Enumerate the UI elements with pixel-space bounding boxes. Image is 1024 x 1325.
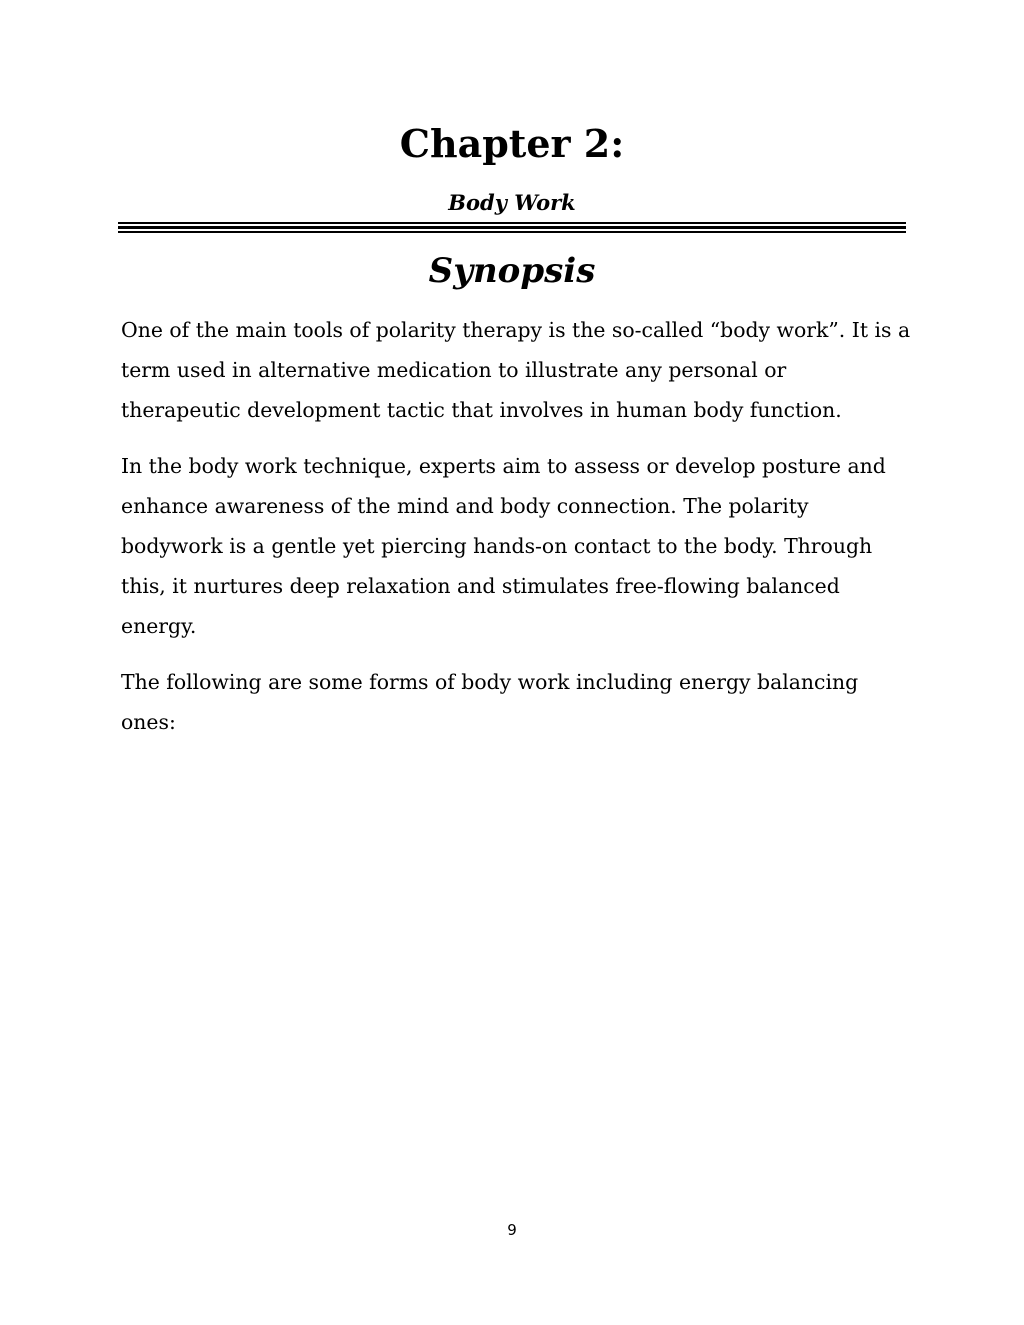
paragraph-3: The following are some forms of body work including energy balancing ones: [121, 670, 859, 734]
page-number: 9 [507, 1221, 517, 1239]
divider-line-bottom [118, 231, 906, 233]
divider-line-top [118, 222, 906, 224]
chapter-subtitle: Body Work [448, 190, 576, 215]
paragraph-1: One of the main tools of polarity therapy is the so-called “body work”. It is a term used in alternative medication to illustrate any personal or therapeutic development tactic that involves in human body function. [121, 318, 911, 422]
section-heading: Synopsis [428, 251, 596, 291]
divider-line-middle [118, 226, 906, 229]
paragraph-2: In the body work technique, experts aim to assess or develop posture and enhance awareness of the mind and body connection. The polarity bodywork is a gentle yet piercing hands-on contact to the body. Through this, it nurtures deep relaxation and stimulates free-flowing balanced energy. [121, 454, 886, 638]
triple-rule-divider [118, 222, 906, 234]
body-text [121, 310, 911, 758]
chapter-title: Chapter 2: [399, 121, 625, 166]
